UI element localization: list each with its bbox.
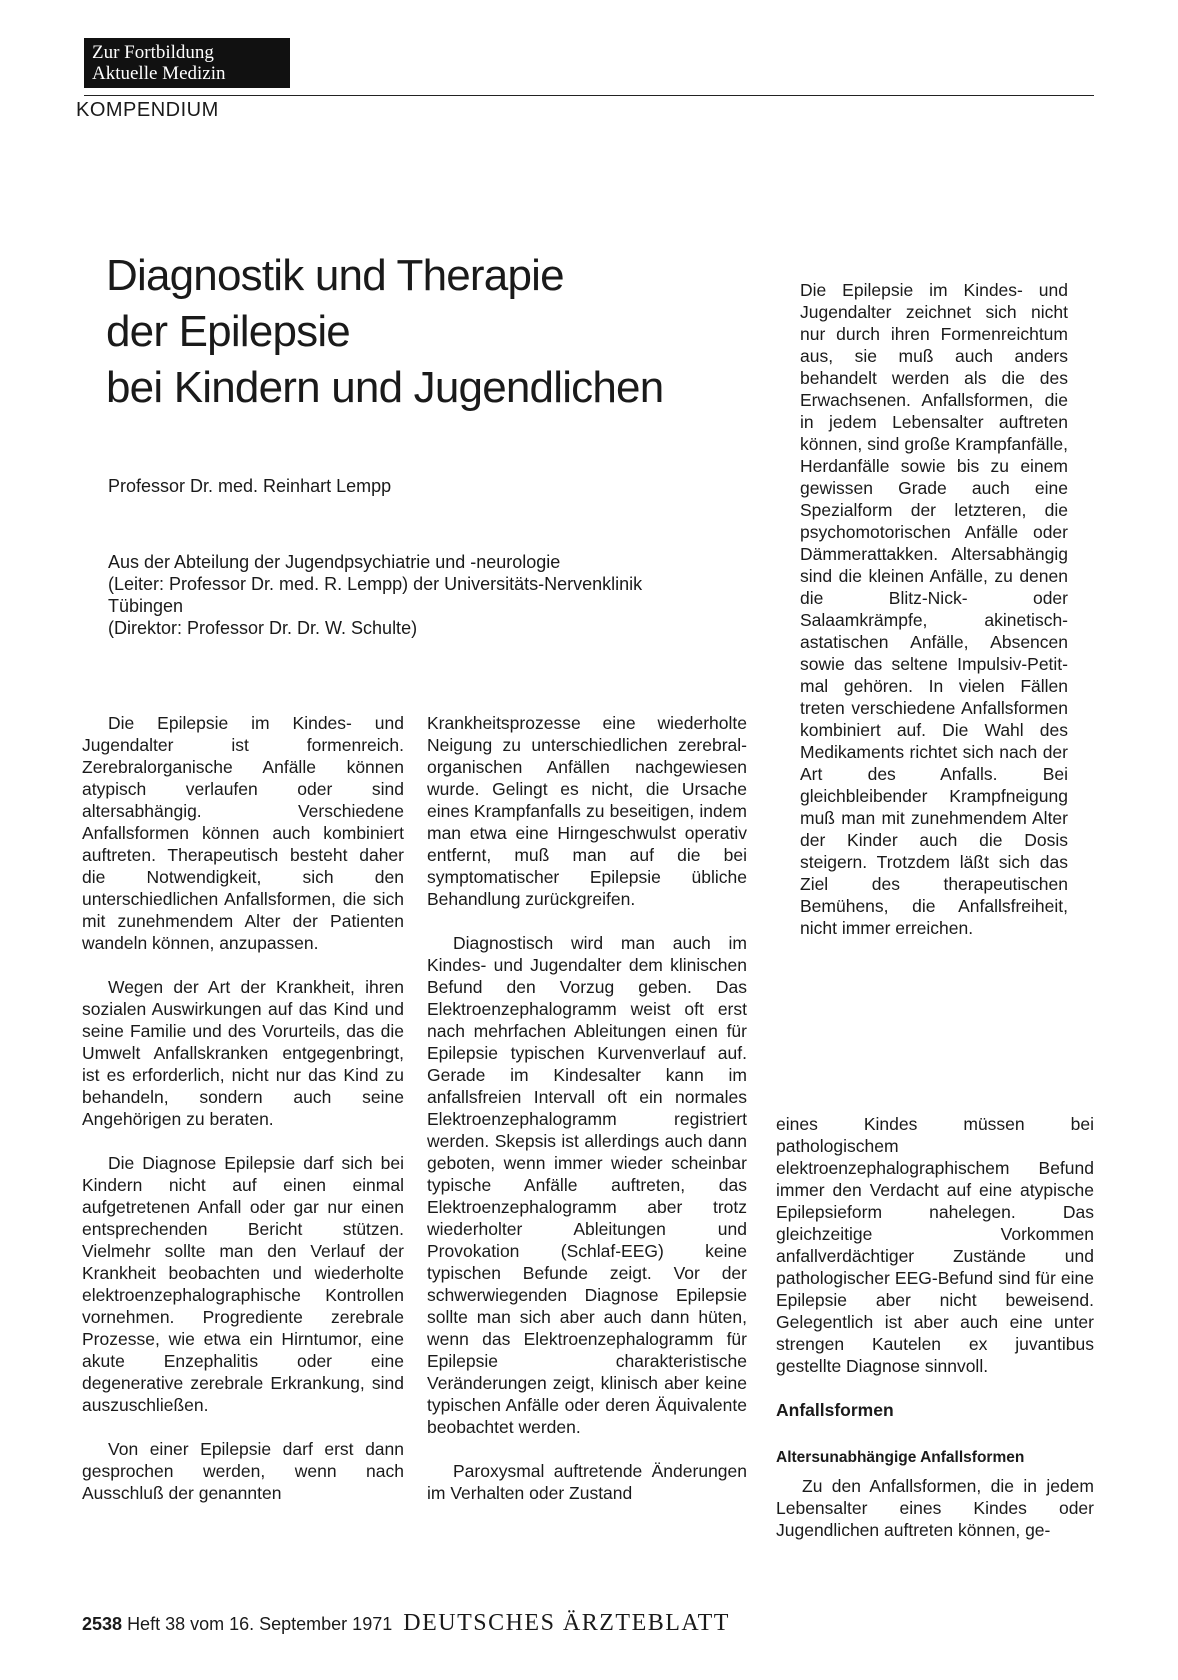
affiliation-line-1: Aus der Abteilung der Jugendpsychiatrie und -neurologie bbox=[108, 552, 561, 572]
page-number: 2538 bbox=[82, 1614, 123, 1634]
subsection-heading: Altersunabhängige Anfallsformen bbox=[776, 1449, 1025, 1466]
paragraph: Die Epilepsie im Kindes- und Jugendalter ist formenreich. Zerebralorganische Anfälle können atypisch verlaufen oder sind altersabhängig. Verschiedene Anfallsformen können auch kombiniert auftreten. Therapeutisch besteht daher die Notwendigkeit, sich den unterschiedlichen Anfallsformen, die sich mit zunehmendem Alter der Patienten wandeln können, anzupassen. bbox=[82, 713, 404, 953]
affiliation-line-2: (Leiter: Professor Dr. med. R. Lempp) der Universitäts-Nervenklinik bbox=[108, 574, 643, 594]
paragraph: Paroxysmal auftretende Änderungen im Verhalten oder Zustand bbox=[427, 1461, 747, 1503]
section-label: KOMPENDIUM bbox=[76, 99, 219, 121]
author: Professor Dr. med. Reinhart Lempp bbox=[108, 476, 392, 496]
paragraph: Die Diagnose Epilepsie darf sich bei Kindern nicht auf einen einmal aufgetretenen Anfall oder gar nur einen entsprechenden Bericht stützen. Vielmehr sollte man den Verlauf der Krankheit beobachten und wiederholte elektroenzephalographische Kontrollen vornehmen. Progrediente zerebrale Prozesse, wie etwa ein Hirntumor, eine akute Enzephalitis oder eine degenerative zerebrale Erkrankung, sind auszuschließen. bbox=[82, 1153, 404, 1415]
paragraph: eines Kindes müssen bei pathologischem elektroenzephalographischem Befund immer den Verdacht auf eine atypische Epilepsieform nahelegen. Das gleichzeitige Vorkommen anfallverdächtiger Zustände und pathologischer EEG-Befund sind für eine Epilepsie aber nicht beweisend. Gelegentlich ist aber auch eine unter strengen Kautelen ex juvantibus gestellte Diagnose sinnvoll. bbox=[776, 1114, 1094, 1376]
badge-line-1: Zur Fortbildung bbox=[92, 42, 214, 63]
title-line-3: bei Kindern und Jugendlichen bbox=[106, 363, 664, 412]
page-footer bbox=[82, 1610, 730, 1637]
header-rule bbox=[84, 95, 1094, 96]
section-heading: Anfallsformen bbox=[776, 1400, 894, 1420]
paragraph: Krankheitsprozesse eine wiederholte Neigung zu unterschiedlichen zerebral-organischen Anfällen nachgewiesen wurde. Gelingt es nicht, die Ursache eines Krampfanfalls zu beseitigen, indem man etwa eine Hirngeschwulst operativ entfernt, muß man auf die bei symptomatischer Epilepsie übliche Behandlung zurückgreifen. bbox=[427, 713, 747, 909]
series-badge bbox=[84, 38, 290, 88]
affiliation bbox=[108, 551, 642, 639]
title-line-2: der Epilepsie bbox=[106, 307, 350, 356]
title-line-1: Diagnostik und Therapie bbox=[106, 251, 564, 300]
summary-abstract bbox=[800, 279, 1068, 961]
paragraph: Diagnostisch wird man auch im Kindes- und Jugendalter dem klinischen Befund den Vorzug geben. Das Elektroenzephalogramm weist oft erst nach mehrfachen Ableitungen einen für Epilepsie typischen Kurvenverlauf auf. Gerade im Kindesalter kann im anfallsfreien Intervall oft ein normales Elektroenzephalogramm registriert werden. Skepsis ist allerdings auch dann geboten, wenn immer wieder scheinbar typische Anfälle auftreten, das Elektroenzephalogramm aber trotz wiederholter Ableitungen und Provokation (Schlaf-EEG) keine typischen Befunde zeigt. Vor der schwerwiegenden Diagnose Epilepsie sollte man sich aber auch dann hüten, wenn das Elektroenzephalogramm für Epilepsie charakteristische Veränderungen zeigt, klinisch aber keine typischen Anfälle oder deren Äquivalente beobachtet werden. bbox=[427, 933, 747, 1437]
abstract-text: Die Epilepsie im Kindes- und Jugendalter zeichnet sich nicht nur durch ihren Formenreichtum aus, sie muß auch anders behandelt werden als die des Erwachsenen. Anfallsformen, die in jedem Lebensalter auftreten können, sind große Krampfanfälle, Herdanfälle sowie bis zu einem gewissen Grade auch eine Spezialform der letzteren, die psychomotorischen Anfälle oder Dämmerattakken. Altersabhängig sind die kleinen Anfälle, zu denen die Blitz-Nick- oder Salaamkrämpfe, akinetisch-astatischen Anfälle, Absencen sowie das seltene Impulsiv-Petit-mal gehören. In vielen Fällen treten verschiedene Anfallsformen kombiniert auf. Die Wahl des Medikaments richtet sich nach der Art des Anfalls. Bei gleichbleibender Krampfneigung muß man mit zunehmendem Alter der Kinder auch die Dosis steigern. Trotzdem läßt sich das Ziel des therapeutischen Bemühens, die Anfallsfreiheit, nicht immer erreichen. bbox=[800, 280, 1068, 938]
column-2 bbox=[427, 712, 747, 1526]
journal-name: DEUTSCHES ÄRZTEBLATT bbox=[403, 1610, 730, 1636]
affiliation-line-3: Tübingen bbox=[108, 596, 184, 616]
article-title bbox=[106, 248, 663, 416]
paragraph: Von einer Epilepsie darf erst dann gesprochen werden, wenn nach Ausschluß der genannten bbox=[82, 1439, 404, 1503]
paragraph: Zu den Anfallsformen, die in jedem Lebensalter eines Kindes oder Jugendlichen auftreten können, ge- bbox=[776, 1476, 1094, 1540]
badge-line-2: Aktuelle Medizin bbox=[92, 63, 226, 84]
issue-info: Heft 38 vom 16. September 1971 bbox=[127, 1614, 393, 1634]
column-3 bbox=[776, 1113, 1094, 1563]
affiliation-line-4: (Direktor: Professor Dr. Dr. W. Schulte) bbox=[108, 618, 418, 638]
column-1 bbox=[82, 712, 404, 1526]
paragraph: Wegen der Art der Krankheit, ihren sozialen Auswirkungen auf das Kind und seine Familie und des Vorurteils, das die Umwelt Anfallskranken entgegenbringt, ist es erforderlich, nicht nur das Kind zu behandeln, sondern auch seine Angehörigen zu beraten. bbox=[82, 977, 404, 1129]
